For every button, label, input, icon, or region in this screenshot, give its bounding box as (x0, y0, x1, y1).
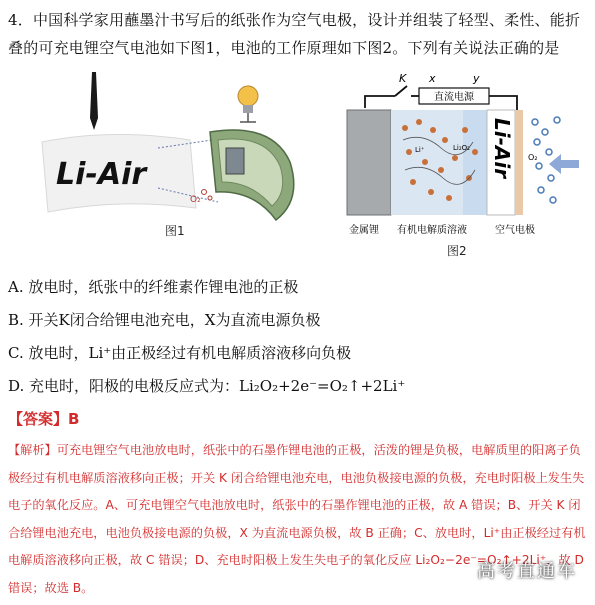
battery-cell (226, 148, 244, 174)
figure-1-caption: 图1 (165, 224, 185, 238)
question-text: 4．中国科学家用蘸墨汁书写后的纸张作为空气电极，设计并组装了轻型、柔性、能折叠的可充电锂空气电池如下图1，电池的工作原理如下图2。下列有关说法正确的是 (8, 11, 581, 57)
label-air-electrode: 空气电极 (495, 225, 535, 236)
li2o2-label: Li₂O₂ (453, 144, 470, 152)
paper-li-air-text: Li-Air (56, 157, 147, 192)
k-label: K (399, 72, 407, 85)
analysis-text: 【解析】可充电锂空气电池放电时，纸张中的石墨作锂电池的正极，活泼的锂是负极，电解质里的阳离子负极经过有机电解质溶液移向正极；开关 K 闭合给锂电池充电，电池负极接电源的负极，充电时阳极上发生失电子的氧化反应。A、可充电锂空气电池放电时，纸张中的石墨作锂电池的正极，故 A 错误；B、开关 K 闭合给锂电池充电，电池负极接电源的负极，X 为直流电源负极，故 B 正确；C、放电时，Li⁺由正极经过有机电解质溶液移向正极，故 C 错误；D、充电时阳极上发生失电子的氧化反应 Li₂O₂−2e⁻=O₂↑+2Li⁺，故 D 错误；故选 B。 (8, 443, 586, 595)
figure-2-diagram (345, 70, 580, 255)
label-lithium-metal: 金属锂 (349, 225, 379, 236)
li-ion-label: Li⁺ (415, 146, 425, 154)
option-a: A. 放电时，纸张中的纤维素作锂电池的正极 (8, 278, 299, 296)
lithium-metal-electrode (347, 110, 391, 215)
option-b: B. 开关K闭合给锂电池充电，X为直流电源负极 (8, 311, 321, 329)
y-label: y (473, 72, 480, 85)
answer-line: 【答案】B (8, 410, 80, 428)
option-d: D. 充电时，阳极的电极反应式为：Li₂O₂+2e⁻=O₂↑+2Li⁺ (8, 377, 406, 395)
label-organic-electrolyte: 有机电解质溶液 (397, 225, 467, 236)
air-inflow-arrow-icon (549, 154, 579, 174)
switch-k (395, 86, 407, 96)
watermark-text: 高考直通车 (477, 561, 577, 582)
x-label: x (429, 72, 436, 85)
o2-label: O₂ (190, 195, 201, 205)
o2-label: O₂ (528, 153, 538, 162)
pen-icon (90, 72, 98, 130)
figure-1-illustration (40, 70, 302, 240)
option-c: C. 放电时，Li⁺由正极经过有机电解质溶液移向负极 (8, 344, 352, 362)
figure-2-caption: 图2 (447, 244, 467, 258)
paper-li-air-text: Li-Air (490, 118, 514, 179)
light-bulb-icon (238, 86, 258, 106)
dc-power-label: 直流电源 (434, 92, 474, 103)
